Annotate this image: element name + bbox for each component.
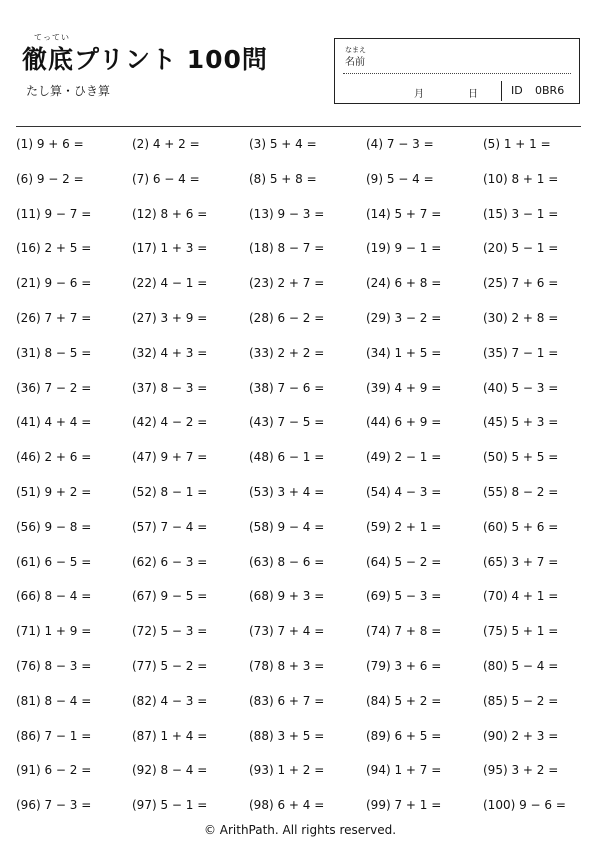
day-label: 日 xyxy=(468,89,478,100)
title-ruby: てってい xyxy=(34,33,70,42)
problem-11: (11) 9 − 7 = xyxy=(16,206,92,221)
problem-17: (17) 1 + 3 = xyxy=(132,241,208,256)
problem-63: (63) 8 − 6 = xyxy=(249,554,325,569)
problem-30: (30) 2 + 8 = xyxy=(483,311,559,325)
id-label: ID xyxy=(511,84,523,97)
problem-61: (61) 6 − 5 = xyxy=(16,554,92,569)
problem-56: (56) 9 − 8 = xyxy=(16,519,92,534)
problem-74: (74) 7 + 8 = xyxy=(366,624,442,639)
problem-75: (75) 5 + 1 = xyxy=(483,624,559,639)
problem-79: (79) 3 + 6 = xyxy=(366,659,442,673)
problem-85: (85) 5 − 2 = xyxy=(483,693,559,708)
problem-94: (94) 1 + 7 = xyxy=(366,763,442,778)
problem-25: (25) 7 + 6 = xyxy=(483,276,559,291)
problem-2: (2) 4 + 2 = xyxy=(132,137,200,151)
problem-40: (40) 5 − 3 = xyxy=(483,380,559,395)
problem-69: (69) 5 − 3 = xyxy=(366,589,442,604)
problem-45: (45) 5 + 3 = xyxy=(483,415,559,430)
problem-82: (82) 4 − 3 = xyxy=(132,693,208,708)
problem-100: (100) 9 − 6 = xyxy=(483,798,566,813)
problem-57: (57) 7 − 4 = xyxy=(132,519,208,534)
problem-35: (35) 7 − 1 = xyxy=(483,345,559,360)
problem-43: (43) 7 − 5 = xyxy=(249,415,325,430)
problem-64: (64) 5 − 2 = xyxy=(366,554,442,569)
problem-33: (33) 2 + 2 = xyxy=(249,345,325,360)
problem-24: (24) 6 + 8 = xyxy=(366,276,442,291)
problem-51: (51) 9 + 2 = xyxy=(16,485,92,499)
problem-48: (48) 6 − 1 = xyxy=(249,450,325,465)
problem-65: (65) 3 + 7 = xyxy=(483,554,559,569)
page-title: 徹底プリント 100問 xyxy=(22,45,268,74)
problem-34: (34) 1 + 5 = xyxy=(366,345,442,360)
problem-62: (62) 6 − 3 = xyxy=(132,554,208,569)
problem-26: (26) 7 + 7 = xyxy=(16,311,92,325)
problem-5: (5) 1 + 1 = xyxy=(483,137,551,151)
problem-66: (66) 8 − 4 = xyxy=(16,589,92,604)
problem-36: (36) 7 − 2 = xyxy=(16,380,92,395)
copyright-footer: © ArithPath. All rights reserved. xyxy=(203,823,397,837)
problem-4: (4) 7 − 3 = xyxy=(366,137,434,151)
problem-54: (54) 4 − 3 = xyxy=(366,485,442,499)
problem-88: (88) 3 + 5 = xyxy=(249,728,325,743)
problem-78: (78) 8 + 3 = xyxy=(249,659,325,673)
problem-20: (20) 5 − 1 = xyxy=(483,241,559,256)
problem-12: (12) 8 + 6 = xyxy=(132,206,208,221)
problem-32: (32) 4 + 3 = xyxy=(132,345,208,360)
problem-22: (22) 4 − 1 = xyxy=(132,276,208,291)
problem-84: (84) 5 + 2 = xyxy=(366,693,442,708)
problem-58: (58) 9 − 4 = xyxy=(249,519,325,534)
problem-52: (52) 8 − 1 = xyxy=(132,485,208,499)
problem-28: (28) 6 − 2 = xyxy=(249,311,325,325)
problem-47: (47) 9 + 7 = xyxy=(132,450,208,465)
problem-87: (87) 1 + 4 = xyxy=(132,728,208,743)
problem-60: (60) 5 + 6 = xyxy=(483,519,559,534)
problem-93: (93) 1 + 2 = xyxy=(249,763,325,778)
problem-18: (18) 8 − 7 = xyxy=(249,241,325,256)
problem-70: (70) 4 + 1 = xyxy=(483,589,559,604)
problem-39: (39) 4 + 9 = xyxy=(366,380,442,395)
problem-37: (37) 8 − 3 = xyxy=(132,380,208,395)
problem-3: (3) 5 + 4 = xyxy=(249,137,317,151)
id-separator xyxy=(501,81,502,101)
problem-44: (44) 6 + 9 = xyxy=(366,415,442,430)
problem-15: (15) 3 − 1 = xyxy=(483,206,559,221)
problem-13: (13) 9 − 3 = xyxy=(249,206,325,221)
problem-10: (10) 8 + 1 = xyxy=(483,171,559,186)
problem-38: (38) 7 − 6 = xyxy=(249,380,325,395)
problem-49: (49) 2 − 1 = xyxy=(366,450,442,465)
problem-89: (89) 6 + 5 = xyxy=(366,728,442,743)
problem-97: (97) 5 − 1 = xyxy=(132,798,208,813)
problem-76: (76) 8 − 3 = xyxy=(16,659,92,673)
problem-80: (80) 5 − 4 = xyxy=(483,659,559,673)
header-divider xyxy=(16,126,581,127)
problem-31: (31) 8 − 5 = xyxy=(16,345,92,360)
problem-grid xyxy=(16,137,600,813)
problem-21: (21) 9 − 6 = xyxy=(16,276,92,291)
problem-27: (27) 3 + 9 = xyxy=(132,311,208,325)
problem-42: (42) 4 − 2 = xyxy=(132,415,208,430)
problem-71: (71) 1 + 9 = xyxy=(16,624,92,639)
problem-98: (98) 6 + 4 = xyxy=(249,798,325,813)
problem-29: (29) 3 − 2 = xyxy=(366,311,442,325)
problem-90: (90) 2 + 3 = xyxy=(483,728,559,743)
month-label: 月 xyxy=(414,89,424,100)
problem-55: (55) 8 − 2 = xyxy=(483,485,559,499)
problem-41: (41) 4 + 4 = xyxy=(16,415,92,430)
problem-96: (96) 7 − 3 = xyxy=(16,798,92,813)
problem-1: (1) 9 + 6 = xyxy=(16,137,84,151)
problem-23: (23) 2 + 7 = xyxy=(249,276,325,291)
problem-16: (16) 2 + 5 = xyxy=(16,241,92,256)
problem-50: (50) 5 + 5 = xyxy=(483,450,559,465)
problem-68: (68) 9 + 3 = xyxy=(249,589,325,604)
name-ruby: なまえ xyxy=(345,46,366,54)
problem-8: (8) 5 + 8 = xyxy=(249,171,317,186)
problem-91: (91) 6 − 2 = xyxy=(16,763,92,778)
problem-14: (14) 5 + 7 = xyxy=(366,206,442,221)
problem-6: (6) 9 − 2 = xyxy=(16,171,84,186)
problem-95: (95) 3 + 2 = xyxy=(483,763,559,778)
name-label: 名前 xyxy=(345,57,365,68)
problem-59: (59) 2 + 1 = xyxy=(366,519,442,534)
problem-53: (53) 3 + 4 = xyxy=(249,485,325,499)
problem-83: (83) 6 + 7 = xyxy=(249,693,325,708)
problem-7: (7) 6 − 4 = xyxy=(132,171,200,186)
id-value: 0BR6 xyxy=(535,84,565,97)
problem-72: (72) 5 − 3 = xyxy=(132,624,208,639)
problem-67: (67) 9 − 5 = xyxy=(132,589,208,604)
problem-73: (73) 7 + 4 = xyxy=(249,624,325,639)
problem-92: (92) 8 − 4 = xyxy=(132,763,208,778)
problem-77: (77) 5 − 2 = xyxy=(132,659,208,673)
page-subtitle: たし算・ひき算 xyxy=(26,84,111,98)
problem-86: (86) 7 − 1 = xyxy=(16,728,92,743)
problem-99: (99) 7 + 1 = xyxy=(366,798,442,813)
problem-9: (9) 5 − 4 = xyxy=(366,171,434,186)
name-date-box xyxy=(334,38,580,104)
problem-19: (19) 9 − 1 = xyxy=(366,241,442,256)
problem-46: (46) 2 + 6 = xyxy=(16,450,92,465)
problem-81: (81) 8 − 4 = xyxy=(16,693,92,708)
name-dotted-line xyxy=(343,73,571,74)
